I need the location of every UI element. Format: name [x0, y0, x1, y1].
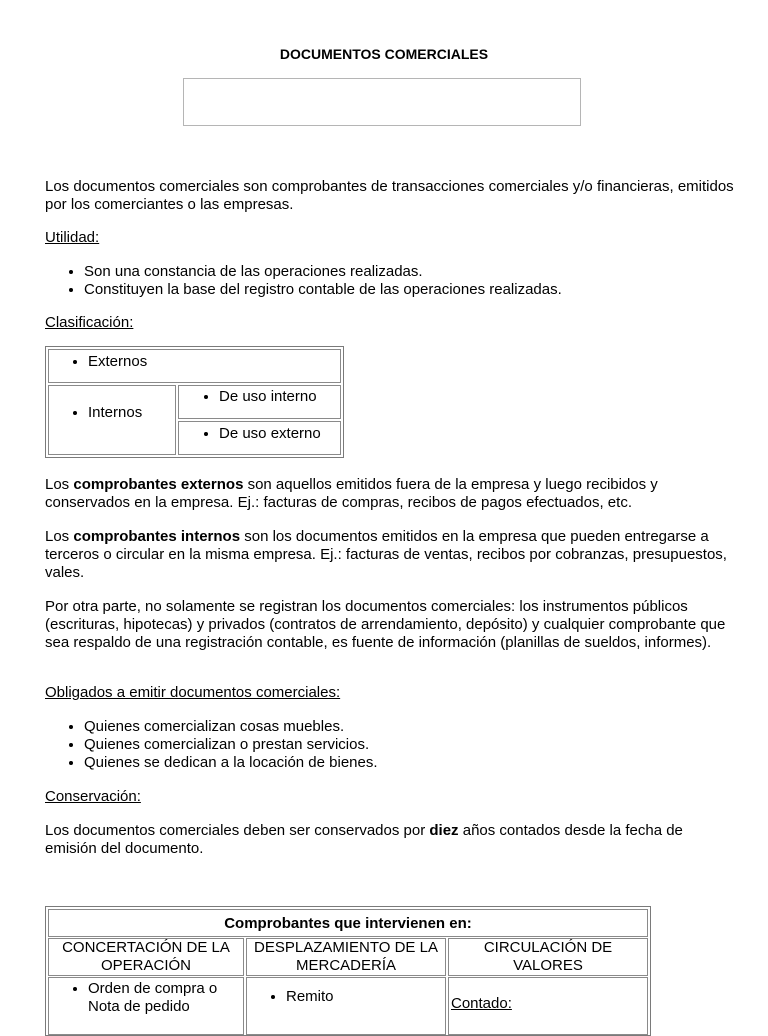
comprobantes-table [45, 906, 651, 1036]
text-span: años contados desde la fecha de emisión del documento. [45, 822, 683, 857]
clasificacion-heading: Clasificación: [45, 314, 134, 331]
list-item: • Son una constancia de las operaciones realizadas. [84, 263, 764, 281]
list-item: • Internos [88, 404, 175, 422]
utilidad-list [45, 263, 764, 299]
list-item: • Orden de compra o Nota de pedido [88, 980, 233, 1016]
list-item: • Constituyen la base del registro contable de las operaciones realizadas. [84, 281, 764, 299]
empty-frame [183, 78, 581, 126]
obligados-list [45, 718, 764, 772]
column-header-desplazamiento: DESPLAZAMIENTO DE LA MERCADERÍA [246, 938, 446, 976]
contado-label: Contado: [451, 995, 512, 1012]
list-item: • Quienes comercializan o prestan servicios. [84, 736, 764, 754]
text-span: son los documentos emitidos en la empresa que pueden entregarse a terceros o circular en la misma empresa. Ej.: facturas de ventas, recibos por cobranzas, presupuestos, vales. [45, 528, 727, 581]
cell-externos [48, 349, 341, 383]
table-header: Comprobantes que intervienen en: [48, 909, 648, 937]
column-header-concertacion: CONCERTACIÓN DE LA OPERACIÓN [48, 938, 244, 976]
bold-term: diez [429, 822, 459, 839]
list-item: • Quienes se dedican a la locación de bienes. [84, 754, 764, 772]
table-cell [48, 977, 244, 1035]
utilidad-heading: Utilidad: [45, 229, 100, 246]
cell-uso-interno [178, 385, 341, 419]
obligados-heading: Obligados a emitir documentos comerciales: [45, 684, 341, 701]
text-span: Los [45, 476, 74, 493]
page-title: DOCUMENTOS COMERCIALES [279, 46, 489, 62]
clasificacion-table [45, 346, 344, 458]
list-item: • Quienes comercializan cosas muebles. [84, 718, 764, 736]
conservacion-heading: Conservación: [45, 788, 141, 805]
externos-paragraph [45, 476, 735, 512]
text-span: Los [45, 528, 74, 545]
column-header-circulacion: CIRCULACIÓN DE VALORES [448, 938, 648, 976]
list-item: • De uso interno [219, 388, 340, 406]
table-cell [246, 977, 446, 1035]
cell-uso-externo [178, 421, 341, 455]
bold-term: comprobantes externos [73, 476, 244, 493]
table-cell [448, 977, 648, 1035]
text-span: Los documentos comerciales deben ser conservados por [45, 822, 430, 839]
bold-term: comprobantes internos [73, 528, 241, 545]
list-item: • Remito [286, 988, 445, 1006]
conservacion-paragraph [45, 822, 735, 858]
list-item: • Externos [88, 353, 340, 371]
internos-paragraph [45, 528, 735, 582]
list-item: • De uso externo [219, 425, 340, 443]
otra-parte-paragraph: Por otra parte, no solamente se registran los documentos comerciales: los instrumentos públicos (escrituras, hipotecas) y privados (contratos de arrendamiento, depósito) y cualquier comprobante que sea respaldo de una registración contable, es fuente de información (planillas de sueldos, informes). [45, 598, 726, 651]
cell-internos [48, 385, 176, 455]
intro-paragraph: Los documentos comerciales son comprobantes de transacciones comerciales y/o financieras, emitidos por los comerciantes o las empresas. [45, 178, 734, 213]
text-span: son aquellos emitidos fuera de la empresa y luego recibidos y conservados en la empresa. Ej.: facturas de compras, recibos de pagos efectuados, etc. [45, 476, 658, 511]
